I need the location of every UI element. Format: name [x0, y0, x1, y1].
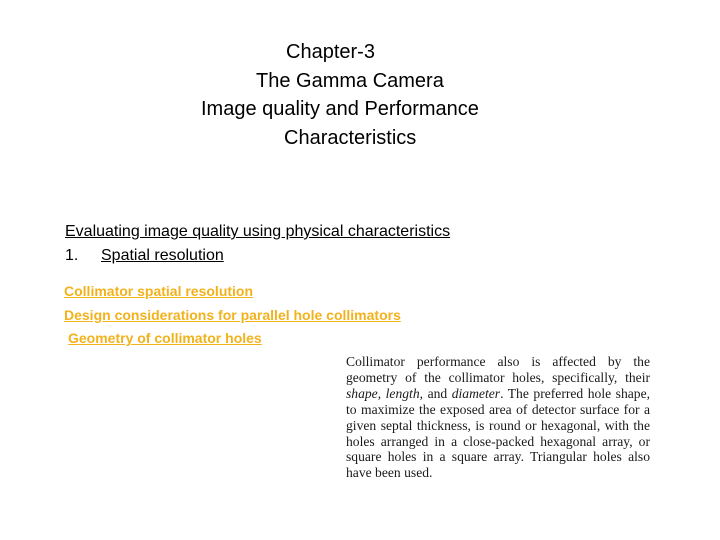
- excerpt-length: length: [385, 385, 420, 401]
- title-line-gamma-camera: The Gamma Camera: [256, 69, 444, 92]
- numbered-item: [65, 244, 450, 268]
- title-line-chapter: Chapter-3: [286, 41, 375, 63]
- link-design-considerations[interactable]: Design considerations for parallel hole collimators: [64, 306, 401, 323]
- textbook-excerpt: [346, 354, 650, 481]
- excerpt-sep-1: ,: [377, 385, 386, 401]
- excerpt-paragraph: [346, 354, 650, 481]
- topic-links: [64, 280, 401, 351]
- item-number: 1.: [65, 247, 79, 264]
- excerpt-diameter: diameter: [451, 385, 501, 401]
- excerpt-part-2: . The preferred hole shape, to maximize the exposed area of detector surface for a given septal thickness, is round or hexagonal, with the holes arranged in a close-packed hexagonal array, or square holes in a square array. Triangular holes also have been used.: [346, 385, 651, 481]
- excerpt-part-1: Collimator performance also is affected by the geometry of the collimator holes, specifically, their: [346, 354, 650, 385]
- excerpt-shape: shape: [346, 385, 378, 401]
- slide-title: [0, 38, 720, 152]
- title-line-image-quality: Image quality and Performance: [201, 98, 479, 120]
- link-geometry-of-collimator-holes[interactable]: Geometry of collimator holes: [68, 330, 262, 346]
- section-block: [65, 220, 450, 268]
- excerpt-sep-2: , and: [419, 385, 452, 401]
- title-line-characteristics: Characteristics: [284, 126, 417, 149]
- item-text: Spatial resolution: [101, 247, 224, 264]
- link-collimator-spatial-resolution[interactable]: Collimator spatial resolution: [64, 283, 254, 299]
- section-heading: Evaluating image quality using physical characteristics: [65, 223, 451, 240]
